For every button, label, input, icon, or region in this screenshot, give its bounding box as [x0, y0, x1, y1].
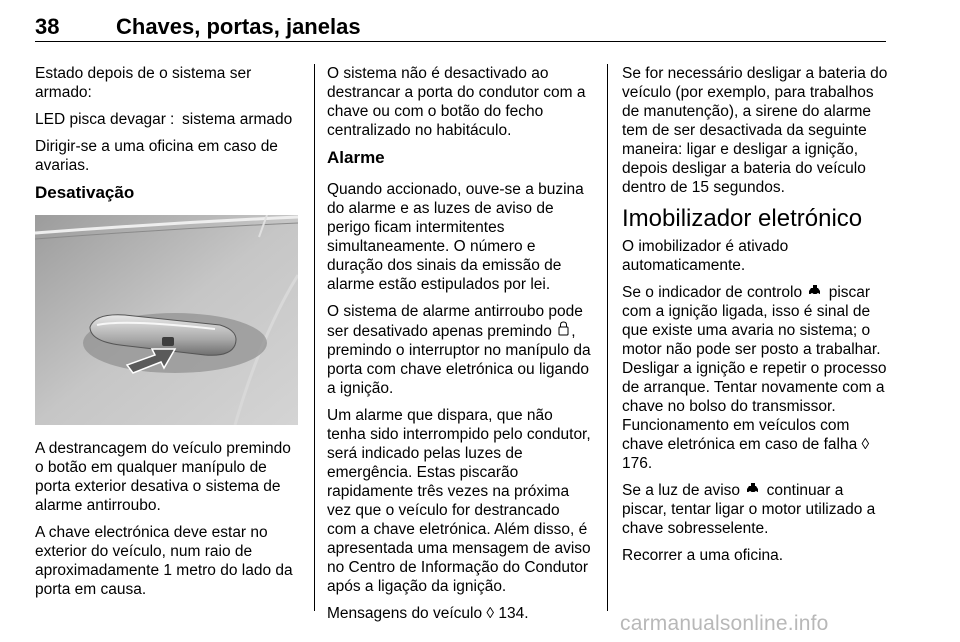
paragraph-text: piscar com a ignição ligada, isso é sinal de que existe uma avaria no sistema; o motor não pode ser posto a trabalhar. Desligar a ignição e repetir o processo de arranque. Tentar novamente com a chave no bolso do transmissor. Funcionamento em veículos com chave eletrónica em caso de falha — [622, 284, 887, 453]
paragraph: A chave electrónica deve estar no exterior do veículo, num raio de aproximadamente 1 metro do lado da porta em causa. — [35, 524, 293, 598]
page-reference[interactable]: 134. — [498, 605, 529, 622]
page-header — [35, 6, 886, 42]
paragraph: Recorrer a uma oficina. — [622, 547, 784, 564]
led-value: sistema armado — [182, 111, 293, 128]
column-divider — [607, 64, 608, 611]
paragraph: Um alarme que dispara, que não tenha sido interrompido pelo condutor, será indicado pelas luzes de emergência. Estas piscarão rapidamente três vezes na próxima vez que o veículo for destrancado com a chave eletrónica. Além disso, é apresentada uma mensagem de aviso no Centro de Informação do Condutor após a ligação da ignição. — [327, 407, 591, 595]
paragraph-text: Se o indicador de controlo — [622, 284, 803, 301]
led-colon: : — [170, 111, 175, 128]
paragraph: Dirigir-se a uma oficina em caso de avarias. — [35, 138, 278, 174]
section-heading-imobilizador: Imobilizador eletrónico — [622, 205, 863, 232]
led-label: LED pisca devagar — [35, 111, 166, 128]
column-2 — [327, 64, 593, 631]
paragraph: O imobilizador é ativado automaticamente. — [622, 238, 789, 274]
section-heading-desativacao: Desativação — [35, 183, 135, 202]
paragraph: Estado depois de o sistema ser armado: — [35, 65, 252, 101]
column-divider — [314, 64, 315, 611]
paragraph — [327, 302, 593, 398]
page-reference-icon: ◊ — [861, 436, 870, 453]
section-heading-alarme: Alarme — [327, 148, 385, 167]
paragraph: A destrancagem do veículo premindo o botão em qualquer manípulo de porta exterior desativa o sistema de alarme antirroubo. — [35, 440, 291, 514]
column-1 — [35, 64, 298, 607]
paragraph — [622, 481, 888, 538]
paragraph: Se for necessário desligar a bateria do veículo (por exemplo, para trabalhos de manutenção), a sirene do alarme tem de ser desactivada da seguinte maneira: ligar e desligar a ignição, depois desligar a bateria do veículo dentro de 15 segundos. — [622, 65, 888, 196]
paragraph-text: O sistema de alarme antirroubo pode ser desativado apenas premindo — [327, 303, 583, 340]
paragraph: O sistema não é desactivado ao destrancar a porta do condutor com a chave ou com o botão do fecho centralizado no habitáculo. — [327, 65, 586, 139]
chapter-title: Chaves, portas, janelas — [116, 14, 361, 39]
page-reference[interactable]: 176. — [622, 455, 653, 472]
paragraph-text: , premindo o interruptor no manípulo da porta com chave eletrónica ou ligando a ignição. — [327, 323, 591, 397]
door-handle-illustration — [35, 215, 298, 425]
door-handle-image — [35, 215, 298, 425]
car-key-icon — [808, 283, 822, 302]
column-3 — [622, 64, 888, 573]
lock-icon — [558, 321, 569, 341]
page-reference-icon: ◊ — [486, 605, 495, 622]
paragraph — [622, 283, 888, 473]
paragraph-text: Mensagens do veículo — [327, 605, 483, 622]
watermark: carmanualsonline.info — [620, 612, 829, 635]
led-status-table — [35, 110, 298, 129]
car-key-icon — [746, 481, 760, 500]
paragraph: Quando accionado, ouve-se a buzina do alarme e as luzes de aviso de perigo ficam intermitentes simultaneamente. O número e duração dos sinais da emissão de alarme estão estipulados por lei. — [327, 181, 584, 293]
page-number: 38 — [35, 14, 60, 39]
paragraph — [327, 604, 593, 623]
paragraph-text: Se a luz de aviso — [622, 482, 741, 499]
paragraph-text: continuar a piscar, tentar ligar o motor utilizado a chave sobresselente. — [622, 482, 876, 537]
